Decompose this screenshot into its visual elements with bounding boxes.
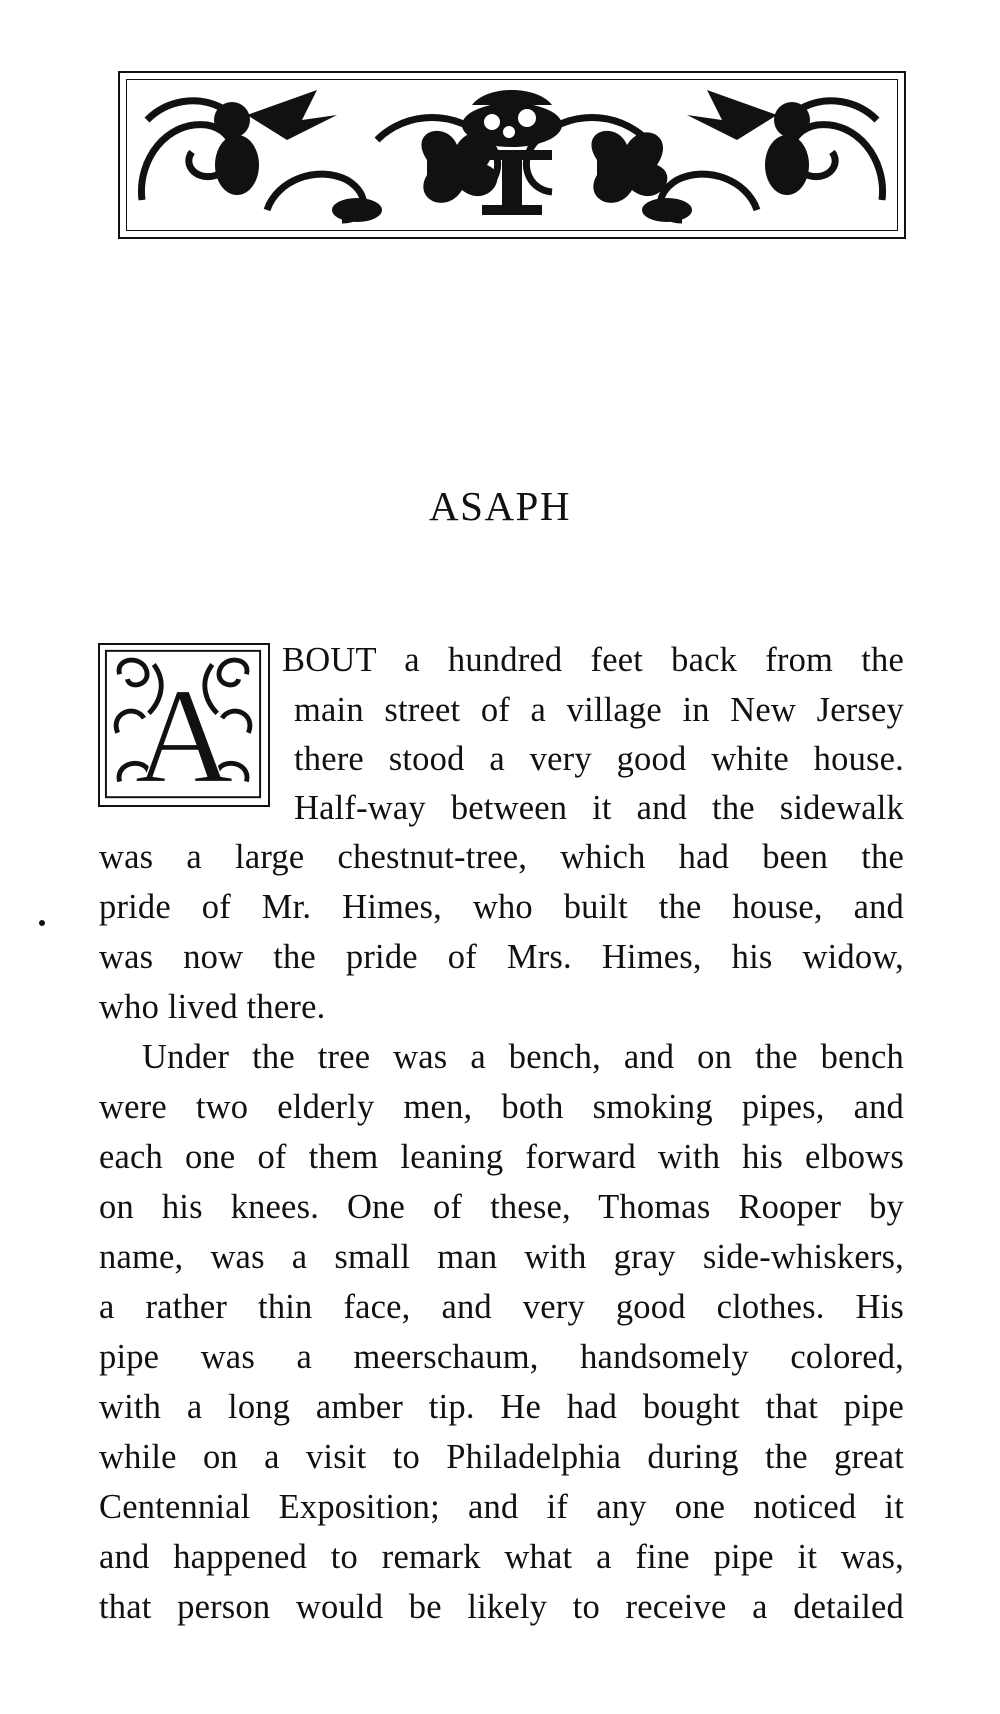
text-line: and happened to remark what a fine pipe it was, <box>99 1538 904 1576</box>
text-line: a rather thin face, and very good clothes. His <box>99 1288 904 1326</box>
text-line: was now the pride of Mrs. Himes, his widow, <box>99 938 904 976</box>
text-line: name, was a small man with gray side-whiskers, <box>99 1238 904 1276</box>
text-line: pipe was a meerschaum, handsomely colored, <box>99 1338 904 1376</box>
chapter-title: ASAPH <box>429 483 571 529</box>
text-line: there stood a very good white house. <box>294 740 904 778</box>
text-line: each one of them leaning forward with his elbows <box>99 1138 904 1176</box>
text-line: while on a visit to Philadelphia during the great <box>99 1438 904 1476</box>
ornamental-letter-icon <box>100 645 268 805</box>
drop-cap-initial <box>98 643 270 807</box>
text-line: Centennial Exposition; and if any one noticed it <box>99 1488 904 1526</box>
text-line: pride of Mr. Himes, who built the house, and <box>99 888 904 926</box>
text-line: was a large chestnut-tree, which had been the <box>99 838 904 876</box>
text-line: Under the tree was a bench, and on the bench <box>142 1038 904 1076</box>
text-line: who lived there. <box>99 988 326 1026</box>
margin-mark <box>39 920 45 926</box>
ornamental-headpiece <box>118 71 906 239</box>
text-line: with a long amber tip. He had bought that pipe <box>99 1388 904 1426</box>
text-line: Half-way between it and the sidewalk <box>294 789 904 827</box>
text-line: on his knees. One of these, Thomas Rooper by <box>99 1188 904 1226</box>
text-line: were two elderly men, both smoking pipes, and <box>99 1088 904 1126</box>
scrollwork-ornament-icon <box>127 80 897 230</box>
text-line: that person would be likely to receive a detailed <box>99 1588 904 1626</box>
drop-cap-letter: A <box>134 659 234 805</box>
headpiece-frame <box>126 79 898 231</box>
text-line: main street of a village in New Jersey <box>294 691 904 729</box>
text-line: BOUT a hundred feet back from the <box>282 641 904 679</box>
